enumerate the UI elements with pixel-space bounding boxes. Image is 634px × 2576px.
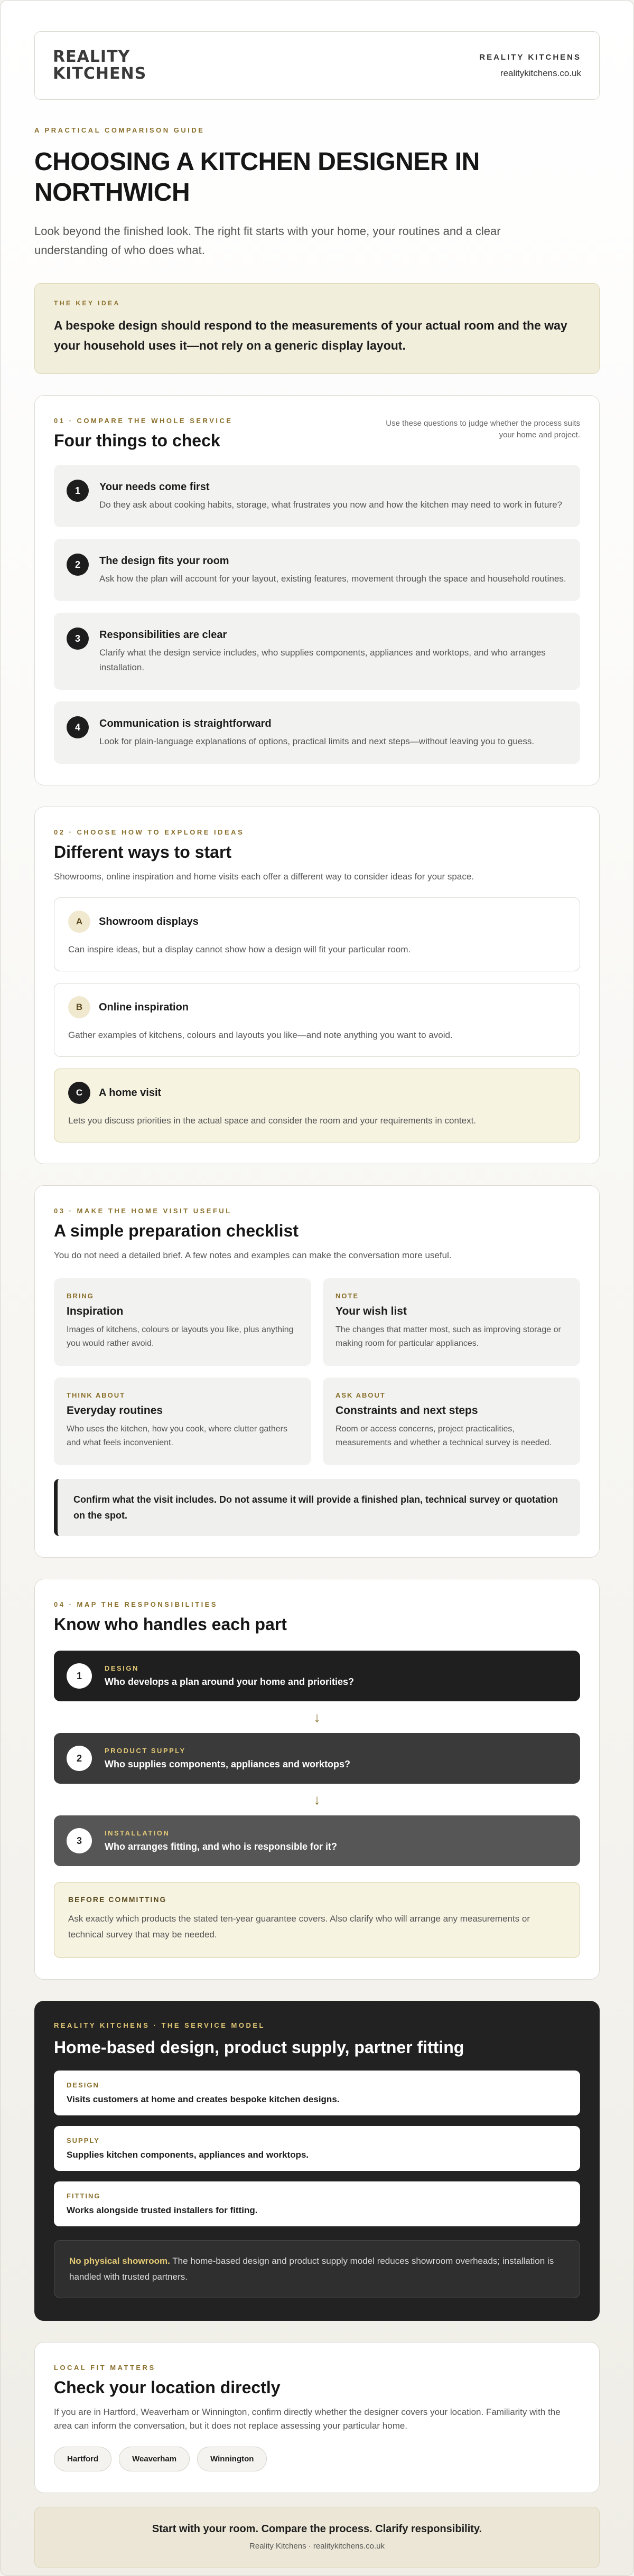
section-title: Know who handles each part: [54, 1615, 287, 1634]
hero-kicker: A PRACTICAL COMPARISON GUIDE: [34, 126, 205, 134]
check-title: Communication is straightforward: [99, 718, 272, 729]
section-ways-to-start: [34, 807, 600, 1164]
service-item-fitting: [54, 2181, 580, 2226]
section-note: Use these questions to judge whether the process suits your home and project.: [386, 419, 580, 439]
section-intro: If you are in Hartford, Weaverham or Winnington, confirm directly whether the designer covers your location. Familiarity with the area can inform the conversation, but it does not replace assessing your particular home.: [54, 2407, 561, 2431]
option-letter-badge: B: [68, 996, 90, 1018]
checklist-tile: [54, 1278, 311, 1366]
tile-text: Images of kitchens, colours or layouts you like, plus anything you would rather avoid.: [67, 1325, 294, 1348]
option-title: A home visit: [99, 1086, 162, 1099]
check-text: Clarify what the design service includes, who supplies components, appliances and worktops, and who arranges installation.: [99, 648, 546, 672]
option-list: [54, 897, 580, 1142]
key-idea-kicker: THE KEY IDEA: [54, 299, 120, 307]
section-kicker: 01 · COMPARE THE WHOLE SERVICE: [54, 417, 233, 425]
checklist-tile: [323, 1278, 580, 1366]
content-wrapper: [34, 31, 600, 2568]
section-kicker: 02 · CHOOSE HOW TO EXPLORE IDEAS: [54, 828, 245, 836]
service-list: [54, 2071, 580, 2226]
section-four-checks: [34, 395, 600, 785]
check-item: [54, 613, 580, 690]
check-text: Do they ask about cooking habits, storage, what frustrates you now and how the kitchen may need to work in future?: [99, 500, 562, 510]
tile-title: Inspiration: [67, 1305, 124, 1317]
service-item-design: [54, 2071, 580, 2115]
step-product-supply: [54, 1733, 580, 1784]
section-kicker: 04 · MAP THE RESPONSIBILITIES: [54, 1600, 218, 1608]
logo-line-2: KITCHENS: [53, 64, 147, 83]
before-tag: BEFORE COMMITTING: [68, 1895, 167, 1904]
location-chip-weaverham: Weaverham: [119, 2447, 190, 2471]
step-number-badge: 2: [67, 554, 89, 576]
key-idea-text: A bespoke design should respond to the measurements of your actual room and the way your household uses it—not rely on a generic display layout.: [54, 319, 567, 352]
responsibility-steps: [54, 1651, 580, 1866]
site-header: [34, 31, 600, 100]
service-text: Visits customers at home and creates bespoke kitchen designs.: [67, 2094, 340, 2104]
service-item-supply: [54, 2126, 580, 2171]
option-letter-badge: C: [68, 1082, 90, 1104]
option-letter-badge: A: [68, 911, 90, 933]
hero: [34, 126, 600, 260]
option-title: Online inspiration: [99, 1001, 189, 1013]
step-question: Who arranges fitting, and who is responsible for it?: [105, 1841, 338, 1852]
key-idea-box: [34, 283, 600, 374]
header-contact: [479, 53, 581, 79]
arrow-down-icon: ↓: [313, 1709, 321, 1725]
step-installation: [54, 1815, 580, 1866]
check-text: Ask how the plan will account for your layout, existing features, movement through the space and household routines.: [99, 574, 566, 584]
tile-tag: NOTE: [335, 1292, 359, 1300]
before-text: Ask exactly which products the stated ten-year guarantee covers. Also clarify who will arrange any measurements or technical survey that may be needed.: [68, 1914, 530, 1940]
step-number-badge: 1: [67, 480, 89, 502]
tile-title: Constraints and next steps: [335, 1404, 478, 1417]
hero-lead: Look beyond the finished look. The right fit starts with your home, your routines and a clear understanding of who does what.: [34, 224, 501, 257]
section-title: A simple preparation checklist: [54, 1221, 299, 1240]
section-responsibilities: [34, 1579, 600, 1980]
check-item: [54, 701, 580, 764]
step-question: Who develops a plan around your home and priorities?: [105, 1676, 355, 1687]
footer-sub: Reality Kitchens · realitykitchens.co.uk: [249, 2542, 385, 2551]
section-preparation-checklist: [34, 1185, 600, 1558]
service-tag: DESIGN: [67, 2081, 99, 2089]
no-showroom-note: [54, 2240, 580, 2298]
no-showroom-strong: No physical showroom.: [69, 2256, 170, 2266]
tile-text: The changes that matter most, such as improving storage or making room for particular appliances.: [335, 1325, 561, 1348]
option-home-visit: [54, 1069, 580, 1142]
logo-line-1: REALITY: [53, 48, 130, 66]
footer-tagline: Start with your room. Compare the process. Clarify responsibility.: [152, 2523, 482, 2535]
section-intro: You do not need a detailed brief. A few notes and examples can make the conversation more useful.: [54, 1250, 452, 1260]
checklist-tile: [54, 1378, 311, 1465]
tile-text: Room or access concerns, project practicalities, measurements and whether a technical survey is needed.: [335, 1425, 552, 1447]
option-text: Lets you discuss priorities in the actual space and consider the room and your requirements in context.: [68, 1116, 477, 1126]
website-link[interactable]: realitykitchens.co.uk: [500, 68, 581, 78]
logo[interactable]: [53, 49, 146, 82]
tile-title: Your wish list: [335, 1305, 407, 1317]
check-title: The design fits your room: [99, 555, 229, 567]
service-tag: SUPPLY: [67, 2137, 100, 2144]
section-header: [54, 417, 580, 451]
step-number-badge: 4: [67, 716, 89, 738]
section-title: Different ways to start: [54, 842, 232, 861]
option-text: Can inspire ideas, but a display cannot show how a design will fit your particular room.: [68, 944, 411, 954]
check-text: Look for plain-language explanations of options, practical limits and next steps—without leaving you to guess.: [99, 736, 535, 746]
location-chip-hartford: Hartford: [54, 2447, 111, 2471]
step-number-badge: 2: [67, 1746, 92, 1771]
no-showroom-text: The home-based design and product supply model reduces showroom overheads; installation is handled with trusted partners.: [69, 2256, 554, 2282]
step-label: PRODUCT SUPPLY: [105, 1747, 186, 1755]
service-text: Supplies kitchen components, appliances and worktops.: [67, 2150, 309, 2160]
brand-name: REALITY KITCHENS: [479, 52, 581, 62]
before-committing-box: [54, 1882, 580, 1958]
step-number-badge: 3: [67, 627, 89, 650]
footer: [34, 2507, 600, 2568]
step-label: DESIGN: [105, 1664, 139, 1672]
check-list: [54, 465, 580, 764]
checklist-tile: [323, 1378, 580, 1465]
option-online: [54, 983, 580, 1057]
option-text: Gather examples of kitchens, colours and layouts you like—and note anything you want to avoid.: [68, 1030, 453, 1040]
step-design: [54, 1651, 580, 1701]
tile-tag: THINK ABOUT: [67, 1391, 126, 1399]
service-kicker: REALITY KITCHENS · THE SERVICE MODEL: [54, 2021, 265, 2029]
tile-tag: BRING: [67, 1292, 94, 1300]
step-label: INSTALLATION: [105, 1829, 170, 1837]
check-title: Your needs come first: [99, 481, 210, 493]
location-chip-winnington: Winnington: [197, 2447, 267, 2471]
section-kicker: 03 · MAKE THE HOME VISIT USEFUL: [54, 1207, 232, 1215]
checklist-grid: [54, 1278, 580, 1465]
option-showroom: [54, 897, 580, 971]
location-chips: [54, 2447, 580, 2471]
tile-text: Who uses the kitchen, how you cook, where clutter gathers and what feels inconvenient.: [67, 1425, 287, 1447]
tile-title: Everyday routines: [67, 1404, 163, 1417]
step-number-badge: 1: [67, 1663, 92, 1689]
section-intro: Showrooms, online inspiration and home visits each offer a different way to consider ideas for your space.: [54, 872, 474, 882]
check-title: Responsibilities are clear: [99, 629, 227, 641]
step-number-badge: 3: [67, 1828, 92, 1853]
arrow-down-icon: ↓: [313, 1792, 321, 1807]
service-title: Home-based design, product supply, partner fitting: [54, 2038, 464, 2057]
section-title: Four things to check: [54, 431, 220, 450]
step-question: Who supplies components, appliances and worktops?: [105, 1759, 351, 1769]
section-kicker: LOCAL FIT MATTERS: [54, 2364, 156, 2372]
section-local-fit: [34, 2342, 600, 2493]
section-title: Check your location directly: [54, 2378, 281, 2397]
check-item: [54, 465, 580, 527]
service-text: Works alongside trusted installers for fitting.: [67, 2205, 258, 2215]
tile-tag: ASK ABOUT: [335, 1391, 386, 1399]
option-title: Showroom displays: [99, 915, 199, 928]
service-model-section: [34, 2001, 600, 2321]
page-title: CHOOSING A KITCHEN DESIGNER IN NORTHWICH: [34, 148, 480, 207]
service-tag: FITTING: [67, 2192, 101, 2200]
check-item: [54, 539, 580, 601]
visit-callout: Confirm what the visit includes. Do not assume it will provide a finished plan, technical survey or quotation on the spot.: [54, 1479, 580, 1536]
